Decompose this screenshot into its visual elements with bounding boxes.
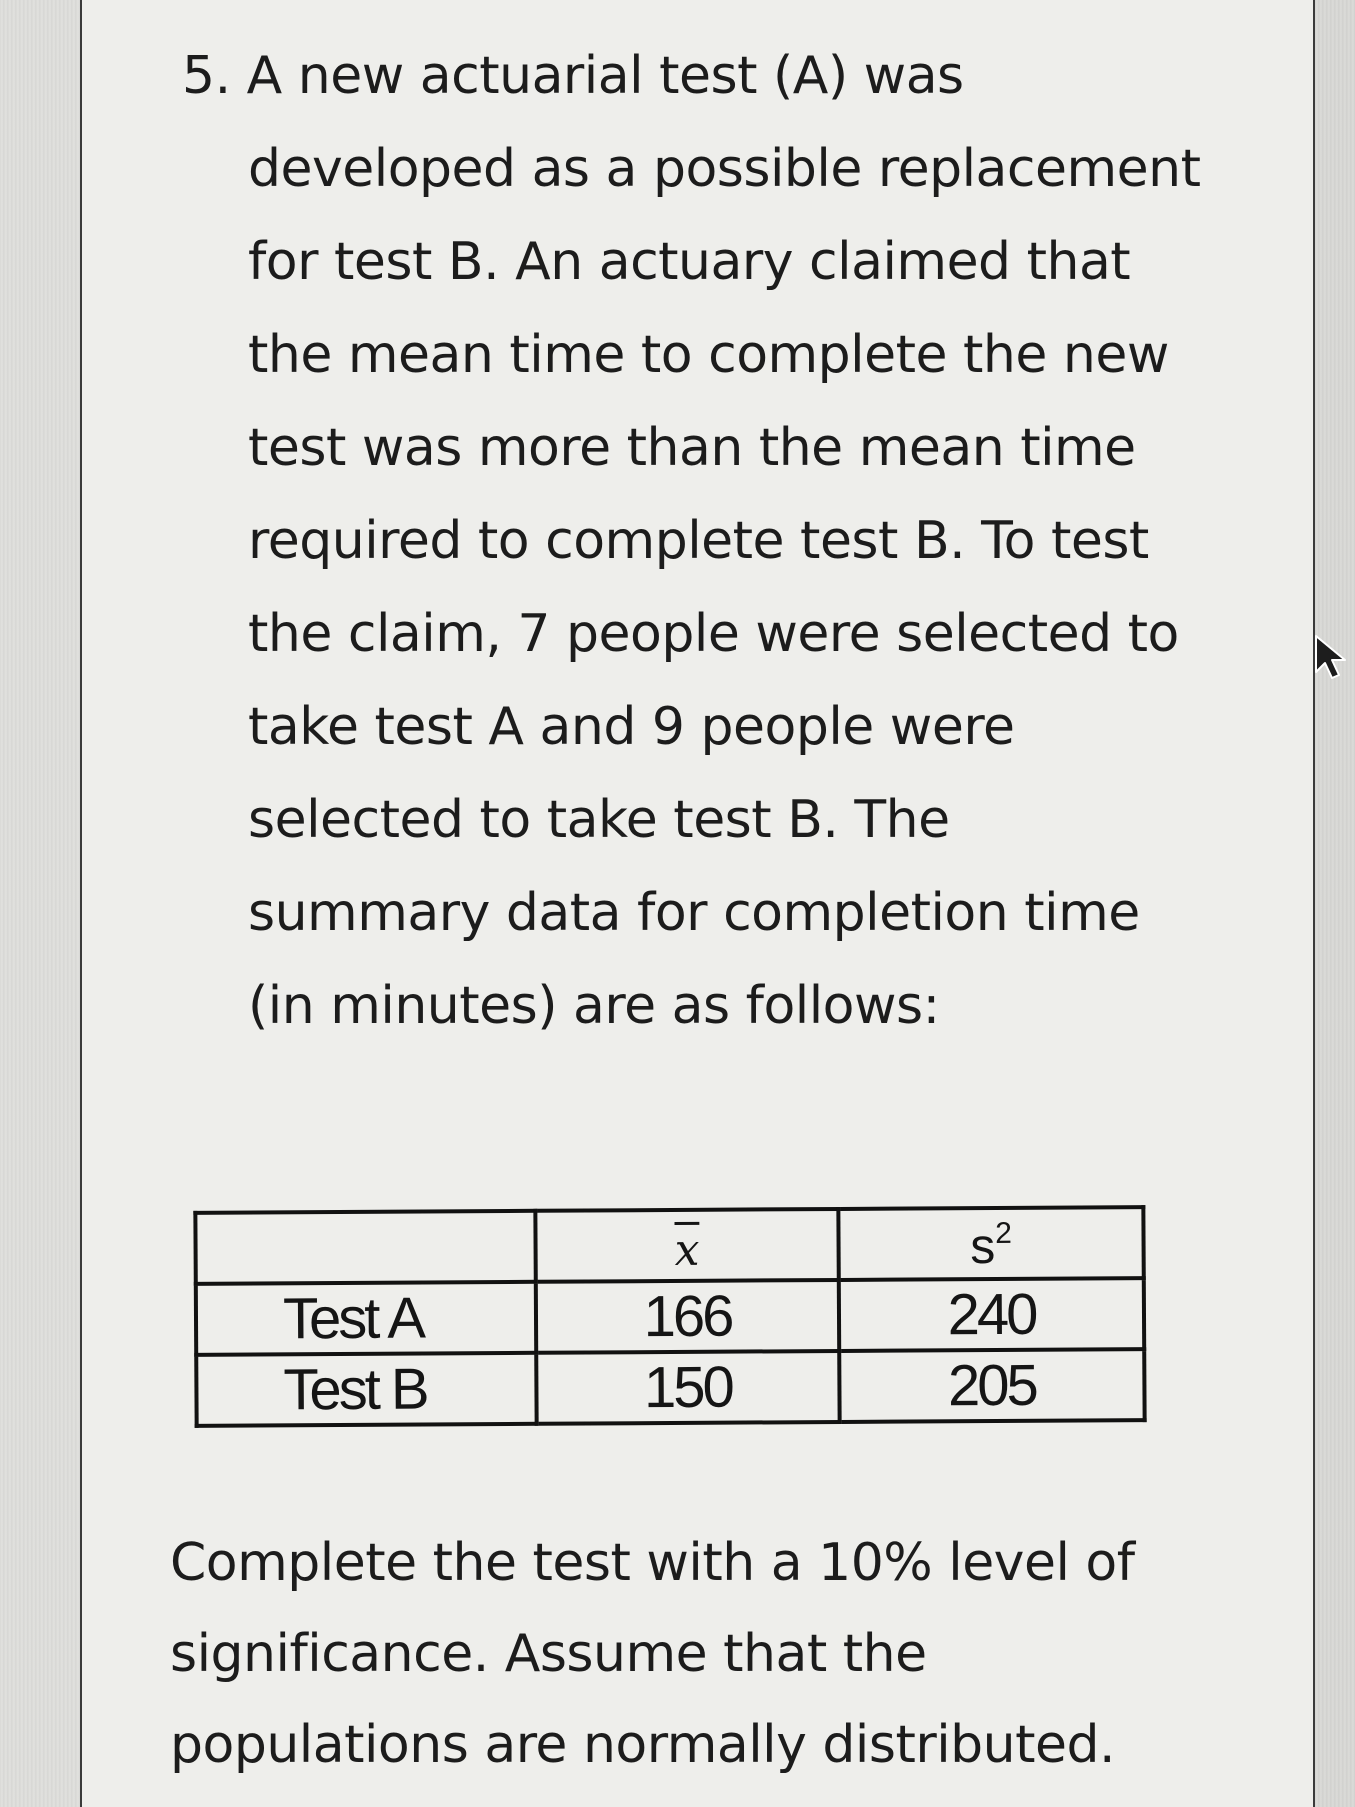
- table-header-mean: [535, 1209, 838, 1282]
- question-line: the claim, 7 people were selected to: [248, 604, 1179, 664]
- document-page: [80, 0, 1315, 1807]
- question-line: required to complete test B. To test: [248, 511, 1149, 571]
- question-text: [182, 30, 1312, 1053]
- s-squared-symbol: $s^2$: [970, 1216, 1012, 1275]
- question-number: 5.: [182, 46, 231, 106]
- question-line: summary data for completion time: [248, 883, 1140, 943]
- question-line: for test B. An actuary claimed that: [248, 232, 1131, 292]
- summary-data-table: [193, 1205, 1146, 1428]
- background-left-margin: [0, 0, 80, 1807]
- table-row: [196, 1278, 1144, 1355]
- question-line: (in minutes) are as follows:: [248, 976, 940, 1036]
- table-row: [196, 1349, 1144, 1426]
- row-label: Test B: [196, 1353, 536, 1426]
- table-header-variance: [838, 1207, 1143, 1280]
- instruction-line: populations are normally distributed.: [170, 1715, 1116, 1775]
- row-variance: 205: [839, 1349, 1144, 1422]
- table-header-blank: [195, 1211, 535, 1284]
- row-mean: 150: [536, 1351, 839, 1424]
- background-right-margin: [1315, 0, 1355, 1807]
- question-line: the mean time to complete the new: [248, 325, 1169, 385]
- instruction-text: [170, 1518, 1290, 1791]
- exponent: 2: [995, 1216, 1012, 1251]
- question-line: developed as a possible replacement: [248, 139, 1201, 199]
- question-line: take test A and 9 people were: [248, 697, 1015, 757]
- question-line: 5. A new actuarial test (A) was: [182, 46, 964, 106]
- question-line: test was more than the mean time: [248, 418, 1136, 478]
- mouse-pointer-icon: [1312, 632, 1354, 682]
- instruction-line: significance. Assume that the: [170, 1624, 927, 1684]
- row-mean: 166: [536, 1280, 839, 1353]
- instruction-line: Complete the test with a 10% level of: [170, 1533, 1135, 1593]
- row-label: Test A: [196, 1282, 536, 1355]
- question-line: selected to take test B. The: [248, 790, 950, 850]
- x-bar-symbol: $\overline{x}$: [674, 1224, 700, 1276]
- table-header-row: [195, 1207, 1143, 1284]
- row-variance: 240: [839, 1278, 1144, 1351]
